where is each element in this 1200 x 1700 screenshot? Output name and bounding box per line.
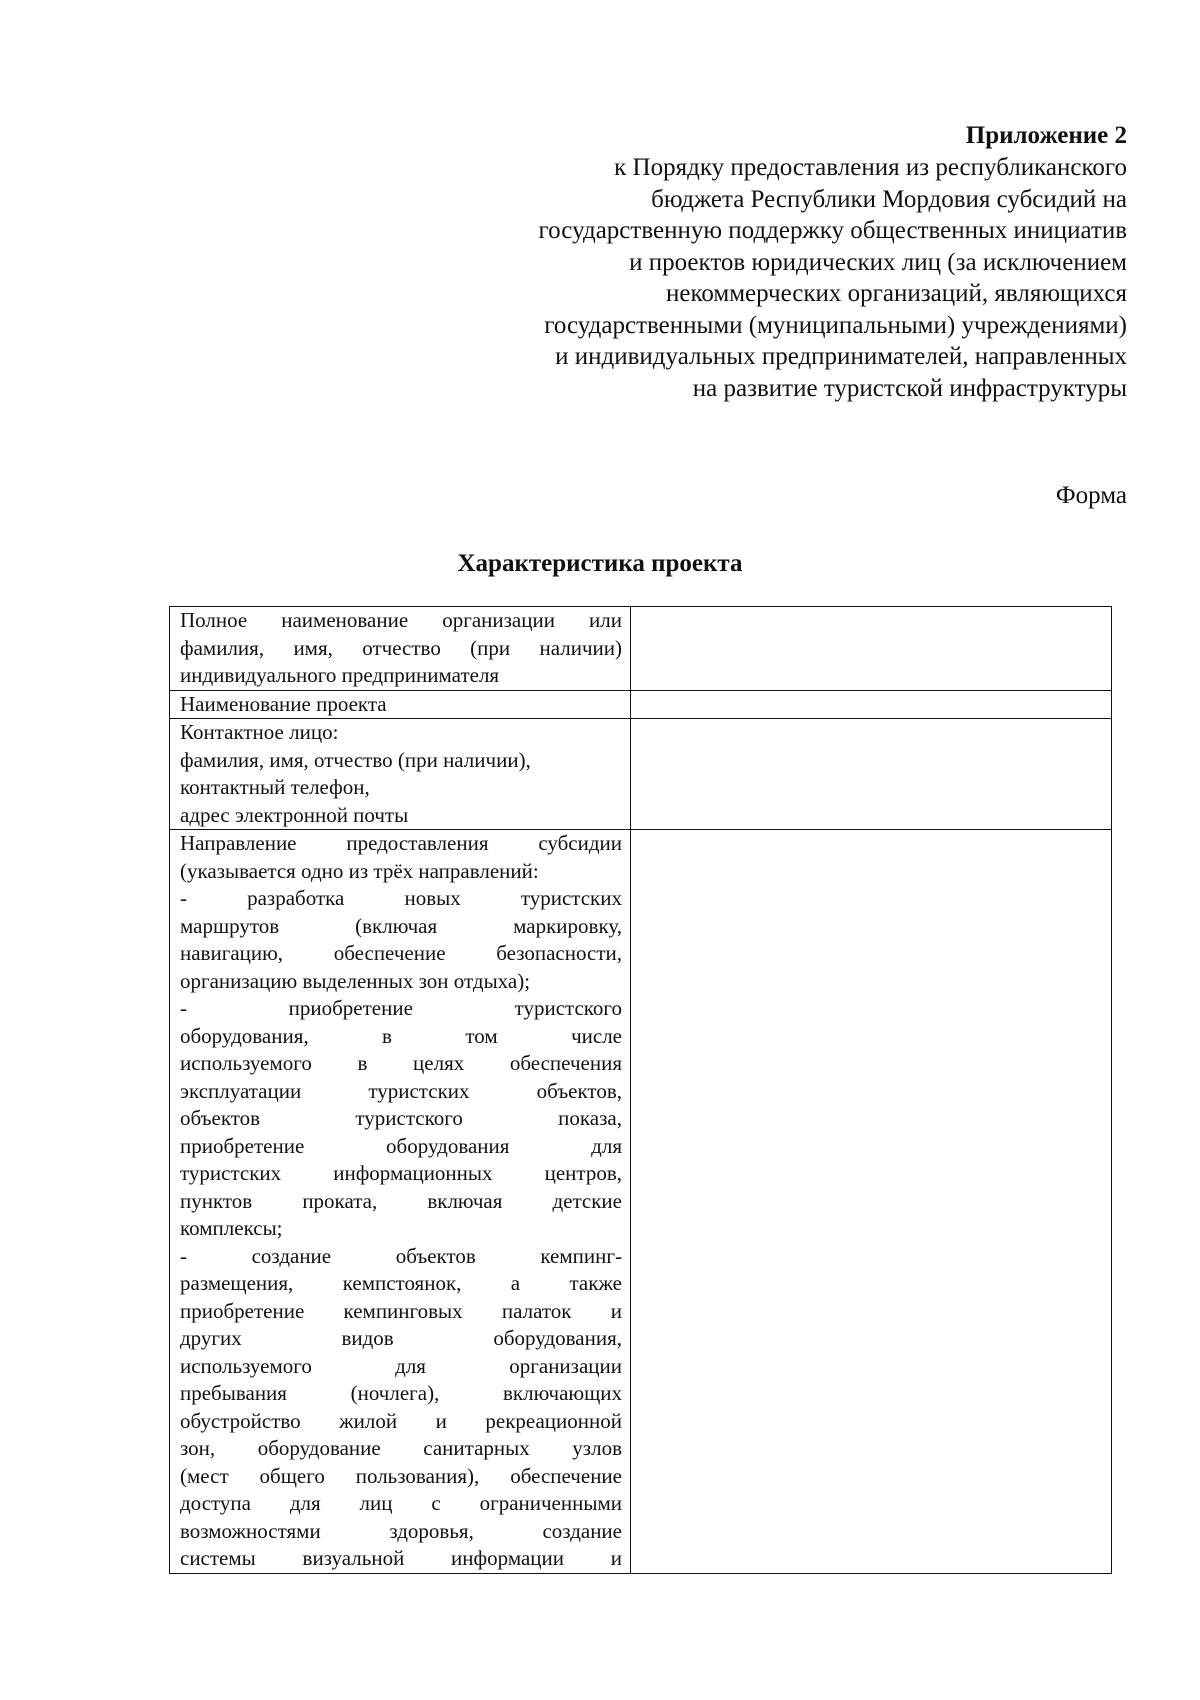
- row-value-contact-person[interactable]: [631, 719, 1112, 830]
- label-line: - создание объектов кемпинг-: [180, 1243, 622, 1268]
- appendix-line: на развитие туристской инфраструктуры: [692, 374, 1127, 402]
- document-title: Характеристика проекта: [457, 550, 743, 577]
- row-value-organization-name[interactable]: [631, 607, 1112, 691]
- label-line: доступа для лиц с ограниченными: [180, 1491, 622, 1515]
- label-line: маршрутов (включая маркировку,: [180, 913, 622, 938]
- appendix-line: некоммерческих организаций, являющихся: [666, 280, 1127, 307]
- label-line: Наименование проекта: [180, 691, 387, 716]
- label-line: эксплуатации туристских объектов,: [180, 1078, 622, 1103]
- appendix-header: [427, 120, 1127, 404]
- label-line: используемого в целях обеспечения: [180, 1051, 622, 1075]
- label-line: адрес электронной почты: [180, 802, 409, 827]
- appendix-line: бюджета Республики Мордовия субсидий на: [651, 185, 1127, 213]
- appendix-line: и проектов юридических лиц (за исключением: [629, 248, 1127, 276]
- label-line: индивидуального предпринимателя: [180, 663, 500, 687]
- row-value-project-name[interactable]: [631, 690, 1112, 719]
- label-line: - разработка новых туристских: [180, 886, 622, 910]
- label-line: контактный телефон,: [180, 775, 370, 799]
- label-line: навигацию, обеспечение безопасности,: [180, 941, 622, 965]
- label-line: приобретение оборудования для: [180, 1133, 622, 1158]
- label-line: Направление предоставления субсидии: [180, 831, 622, 855]
- table-row: [170, 690, 1112, 719]
- label-line: Контактное лицо:: [180, 720, 339, 744]
- label-line: размещения, кемпстоянок, а также: [180, 1271, 622, 1295]
- label-line: других видов оборудования,: [180, 1326, 622, 1350]
- table-row: [170, 719, 1112, 830]
- label-line: системы визуальной информации и: [180, 1546, 622, 1570]
- label-line: объектов туристского показа,: [180, 1106, 622, 1130]
- label-line: Полное наименование организации или: [180, 608, 622, 632]
- label-line: - приобретение туристского: [180, 996, 622, 1020]
- row-label-organization-name: [170, 607, 631, 691]
- appendix-title: Приложение 2: [965, 122, 1127, 149]
- label-line: туристских информационных центров,: [180, 1161, 622, 1185]
- label-line: оборудования, в том числе: [180, 1023, 622, 1048]
- label-line: возможностями здоровья, создание: [180, 1518, 622, 1543]
- label-line: зон, оборудование санитарных узлов: [180, 1436, 622, 1460]
- label-line: (мест общего пользования), обеспечение: [180, 1463, 622, 1488]
- label-line: обустройство жилой и рекреационной: [180, 1408, 622, 1433]
- label-line: пребывания (ночлега), включающих: [180, 1381, 622, 1405]
- appendix-line: государственную поддержку общественных инициатив: [538, 217, 1127, 244]
- label-line: (указывается одно из трёх направлений:: [180, 858, 539, 883]
- project-characteristics-table: [169, 606, 1112, 1574]
- label-line: пунктов проката, включая детские: [180, 1188, 622, 1213]
- row-label-contact-person: [170, 719, 631, 830]
- label-line: используемого для организации: [180, 1353, 622, 1378]
- appendix-line: к Порядку предоставления из республиканского: [614, 154, 1127, 181]
- label-line: организацию выделенных зон отдыха);: [180, 968, 531, 993]
- row-value-subsidy-direction[interactable]: [631, 830, 1112, 1574]
- label-line: комплексы;: [180, 1216, 283, 1240]
- table-row: [170, 830, 1112, 1574]
- form-label: Форма: [1055, 482, 1127, 509]
- label-line: приобретение кемпинговых палаток и: [180, 1298, 622, 1323]
- label-line: фамилия, имя, отчество (при наличии),: [180, 747, 531, 772]
- row-label-subsidy-direction: [170, 830, 631, 1574]
- label-line: фамилия, имя, отчество (при наличии): [180, 635, 622, 660]
- row-label-project-name: [170, 690, 631, 719]
- appendix-line: и индивидуальных предпринимателей, направленных: [555, 343, 1127, 370]
- table-row: [170, 607, 1112, 691]
- appendix-line: государственными (муниципальными) учреждениями): [544, 311, 1127, 339]
